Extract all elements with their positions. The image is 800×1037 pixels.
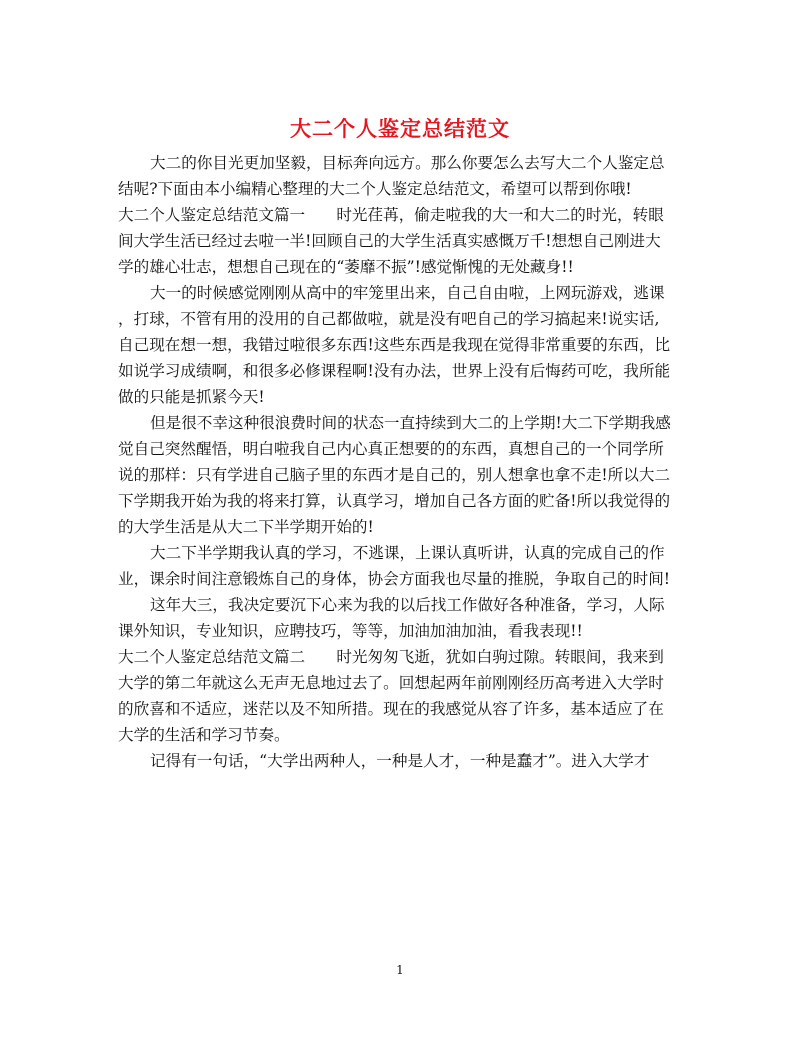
page-number: 1 [396,963,404,977]
text-line: 间大学生活已经过去啦一半!回顾自己的大学生活真实感慨万千!想想自己刚进大 [118,232,661,250]
text-line: 做的只能是抓紧今天! [118,388,265,406]
text-line: 大一的时候感觉刚刚从高中的牢笼里出来，自己自由啦，上网玩游戏，逃课 [150,284,665,302]
paragraph-essay-one-heading [118,202,684,280]
paragraph-two-kinds [118,748,684,774]
text-line: 这年大三，我决定要沉下心来为我的以后找工作做好各种准备，学习，人际 [150,596,665,614]
paragraph-junior-year [118,592,684,644]
text-line: 但是很不幸这种很浪费时间的状态一直持续到大二的上学期!大二下学期我感 [150,414,671,432]
paragraph-second-semester [118,540,684,592]
text-line: 觉自己突然醒悟，明白啦我自己内心真正想要的的东西，真想自己的一个同学所 [118,440,664,458]
text-line: 自己现在想一想，我错过啦很多东西!这些东西是我现在觉得非常重要的东西，比 [118,336,671,354]
paragraph-freshman-year [118,280,684,410]
text-line: 如说学习成绩啊，和很多必修课程啊!没有办法，世界上没有后悔药可吃，我所能 [118,362,671,380]
paragraph-awakening [118,410,684,540]
text-line: 学的雄心壮志，想想自己现在的“萎靡不振”!感觉惭愧的无处藏身!! [118,258,574,276]
text-line: 大二个人鉴定总结范文篇二 时光匆匆飞逝，犹如白驹过隙。转眼间，我来到 [118,648,664,666]
text-line: 大学的第二年就这么无声无息地过去了。回想起两年前刚刚经历高考进入大学时 [118,674,664,692]
text-line: 说的那样：只有学进自己脑子里的东西才是自己的，别人想拿也拿不走!所以大二 [118,466,671,484]
document-body [118,150,684,774]
text-line: 大二的你目光更加坚毅，目标奔向远方。那么你要怎么去写大二个人鉴定总 [150,154,665,172]
text-line: ，打球，不管有用的没用的自己都做啦，就是没有吧自己的学习搞起来!说实话, [118,310,660,328]
text-line: 大二下半学期我认真的学习，不逃课，上课认真听讲，认真的完成自己的作 [150,544,665,562]
text-line: 的欣喜和不适应，迷茫以及不知所措。现在的我感觉从容了许多，基本适应了在 [118,700,664,718]
text-line: 大二个人鉴定总结范文篇一 时光荏苒，偷走啦我的大一和大二的时光，转眼 [118,206,664,224]
text-line: 记得有一句话，“大学出两种人，一种是人才，一种是蠢才”。进入大学才 [150,752,650,770]
text-line: 结呢?下面由本小编精心整理的大二个人鉴定总结范文，希望可以帮到你哦! [118,180,632,198]
text-line: 业，课余时间注意锻炼自己的身体，协会方面我也尽量的推脱，争取自己的时间! [118,570,671,588]
text-line: 下学期我开始为我的将来打算，认真学习，增加自己各方面的贮备!所以我觉得的 [118,492,671,510]
paragraph-essay-two-heading [118,644,684,748]
paragraph-intro [118,150,684,202]
text-line: 的大学生活是从大二下半学期开始的! [118,518,374,536]
text-line: 课外知识，专业知识，应聘技巧，等等，加油加油加油，看我表现!! [118,622,583,640]
text-line: 大学的生活和学习节奏。 [118,726,290,744]
document-title: 大二个人鉴定总结范文 [290,116,510,141]
